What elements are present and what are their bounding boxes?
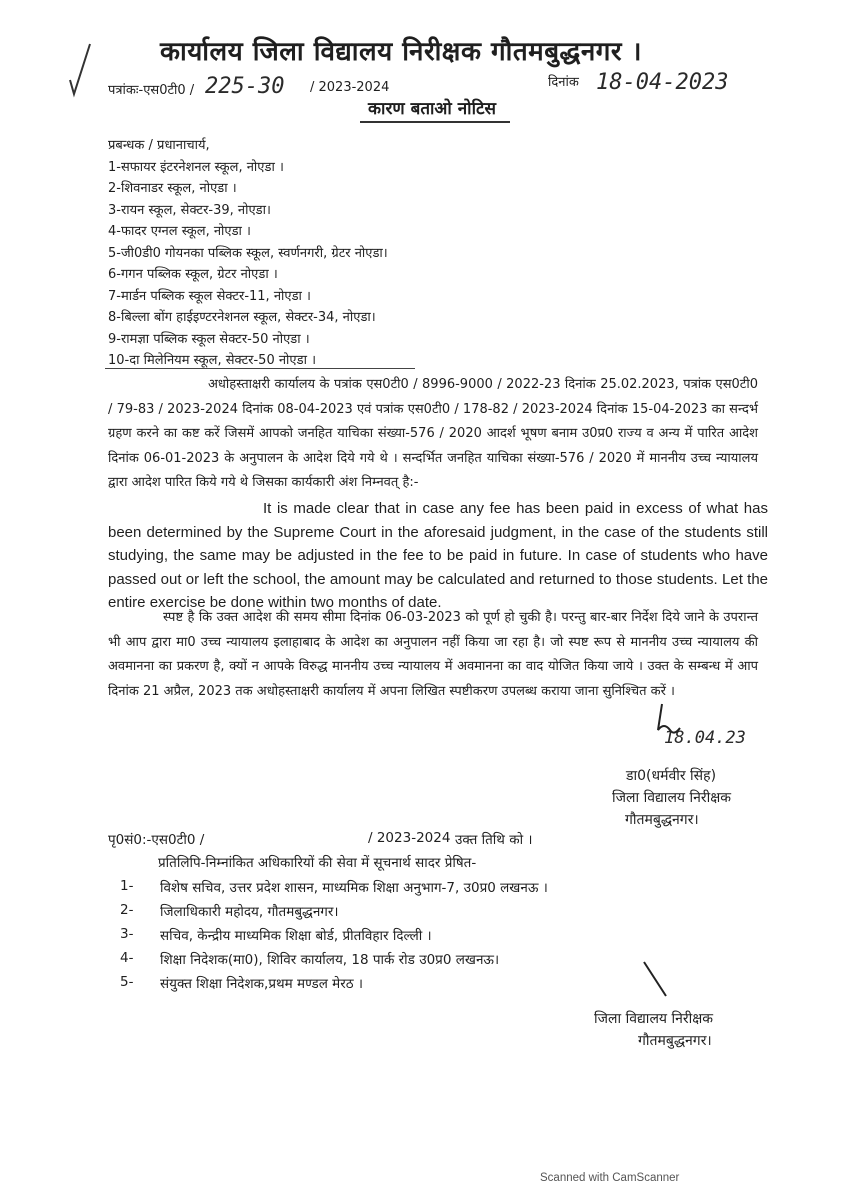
copy-item-number: 2- — [120, 902, 134, 918]
closing-designation: जिला विद्यालय निरीक्षक — [594, 1011, 714, 1027]
recipient-item: 8-बिल्ला बोंग हाईइण्टरनेशनल स्कूल, सेक्टर-34, नोएडा। — [108, 310, 376, 325]
copy-item-number: 5- — [120, 974, 134, 990]
recipient-item: 7-मार्डन पब्लिक स्कूल सेक्टर-11, नोएडा । — [108, 288, 311, 304]
signature-designation: जिला विद्यालय निरीक्षक — [612, 790, 732, 806]
copy-same-date: उक्त तिथि को । — [455, 832, 533, 848]
copy-item-number: 3- — [120, 926, 134, 942]
scanner-watermark: Scanned with CamScanner — [540, 1172, 680, 1184]
date-handwritten: 18-04-2023 — [596, 70, 729, 95]
body-paragraph-2 — [108, 606, 758, 704]
body-paragraph-1-text: अधोहस्ताक्षरी कार्यालय के पत्रांक एस0टी0 / 8996-9000 / 2022-23 दिनांक 25.02.2023, पत्रांक एस0टी0 / 79-83 / 2023-2024 दिनांक 08-04-2023 एवं पत्रांक एस0टी0 / 178-82 / 2023-2024 दिनांक 15-04-2023 का सन्दर्भ ग्रहण करने का कष्ट करें जिसमें आपको जनहित याचिका संख्या-576 / 2020 आदर्श भूषण बनाम उ0प्र0 राज्य व अन्य में पारित आदेश दिनांक 06-01-2023 के अनुपालन के आदेश दिये गये थे । सन्दर्भित जनहित याचिका संख्या-576 / 2020 में माननीय उच्च न्यायालय द्वारा आदेश पारित किये गये थे जिसका कार्यकारी अंश निम्नवत् है:- — [108, 377, 758, 490]
copy-item-text: संयुक्त शिक्षा निदेशक,प्रथम मण्डल मेरठ । — [160, 976, 363, 992]
court-order-quote-text: It is made clear that in case any fee has been paid in excess of what has been determined by the Supreme Court in the aforesaid judgment, in the case of the students still studying, the same may be adjusted in the fee to be paid in future. In case of students who have passed out or left the school, the amount may be calculated and returned to those students. Let the entire exercise be done within two months of date. — [108, 500, 768, 611]
recipient-item: 10-दा मिलेनियम स्कूल, सेक्टर-50 नोएडा । — [108, 353, 316, 368]
copy-item-text: सचिव, केन्द्रीय माध्यमिक शिक्षा बोर्ड, प्रीतविहार दिल्ली । — [160, 928, 432, 944]
court-order-quote — [108, 497, 768, 615]
body-paragraph-2-text: स्पष्ट है कि उक्त आदेश की समय सीमा दिनांक 06-03-2023 को पूर्ण हो चुकी है। परन्तु बार-बार निर्देश दिये जाने के उपरान्त भी आप द्वारा मा0 उच्च न्यायालय इलाहाबाद के आदेश का अनुपालन नहीं किया जा रहा है। जो स्पष्ट रूप से माननीय उच्च न्यायालय की अवमानना का प्रकरण है, क्यों न आपके विरुद्ध माननीय उच्च न्यायालय में अवमानना का वाद योजित किया जाये । उक्त के सम्बन्ध में आप दिनांक 21 अप्रैल, 2023 तक अधोहस्ताक्षरी कार्यालय में अपना लिखित स्पष्टीकरण उपलब्ध कराया जाना सुनिश्चित करें । — [108, 610, 758, 699]
ref-session: / 2023-2024 — [310, 80, 390, 95]
ref-label: पत्रांकः-एस0टी0 / — [108, 83, 195, 98]
recipient-item: 2-शिवनाडर स्कूल, नोएडा । — [108, 181, 237, 196]
margin-tick-mark — [60, 40, 100, 100]
recipient-item: 3-रायन स्कूल, सेक्टर-39, नोएडा। — [108, 202, 271, 218]
body-paragraph-1 — [108, 373, 758, 496]
office-title: कार्यालय जिला विद्यालय निरीक्षक गौतमबुद्धनगर । — [160, 37, 642, 67]
notice-title: कारण बताओ नोटिस — [368, 99, 497, 119]
recipient-item: 9-रामज्ञा पब्लिक स्कूल सेक्टर-50 नोएडा । — [108, 331, 310, 347]
copy-item-number: 4- — [120, 950, 134, 966]
recipient-list — [108, 135, 388, 372]
recipient-item: 5-जी0डी0 गोयनका पब्लिक स्कूल, स्वर्णनगरी, ग्रेटर नोएडा। — [108, 245, 388, 261]
copy-item-text: विशेष सचिव, उत्तर प्रदेश शासन, माध्यमिक शिक्षा अनुभाग-7, उ0प्र0 लखनऊ । — [160, 880, 548, 896]
notice-title-underline — [360, 121, 510, 123]
recipient-item: 6-गगन पब्लिक स्कूल, ग्रेटर नोएडा । — [108, 267, 278, 282]
recipient-item: 4-फादर एग्नल स्कूल, नोएडा । — [108, 224, 251, 239]
copy-item-number: 1- — [120, 878, 134, 894]
copy-session: / 2023-2024 — [368, 830, 451, 846]
signature-name: डा0(धर्मवीर सिंह) — [626, 768, 717, 784]
recipient-heading: प्रबन्धक / प्रधानाचार्य, — [108, 138, 210, 153]
signature-place: गौतमबुद्धनगर। — [625, 812, 699, 828]
section-divider — [105, 368, 415, 369]
date-label: दिनांक — [548, 75, 579, 90]
recipient-item: 1-सफायर इंटरनेशनल स्कूल, नोएडा । — [108, 159, 284, 175]
copy-ref-label: पृ0सं0:-एस0टी0 / — [108, 832, 205, 848]
closing-place: गौतमबुद्धनगर। — [638, 1033, 712, 1049]
signature-date: 18.04.23 — [664, 728, 746, 748]
copy-item-text: शिक्षा निदेशक(मा0), शिविर कार्यालय, 18 पार्क रोड उ0प्र0 लखनऊ। — [160, 952, 500, 968]
ref-number-handwritten: 225-30 — [205, 74, 285, 99]
copy-intro: प्रतिलिपि-निम्नांकित अधिकारियों की सेवा में सूचनार्थ सादर प्रेषित- — [158, 855, 477, 871]
closing-signature — [640, 960, 670, 1000]
copy-item-text: जिलाधिकारी महोदय, गौतमबुद्धनगर। — [160, 904, 339, 920]
